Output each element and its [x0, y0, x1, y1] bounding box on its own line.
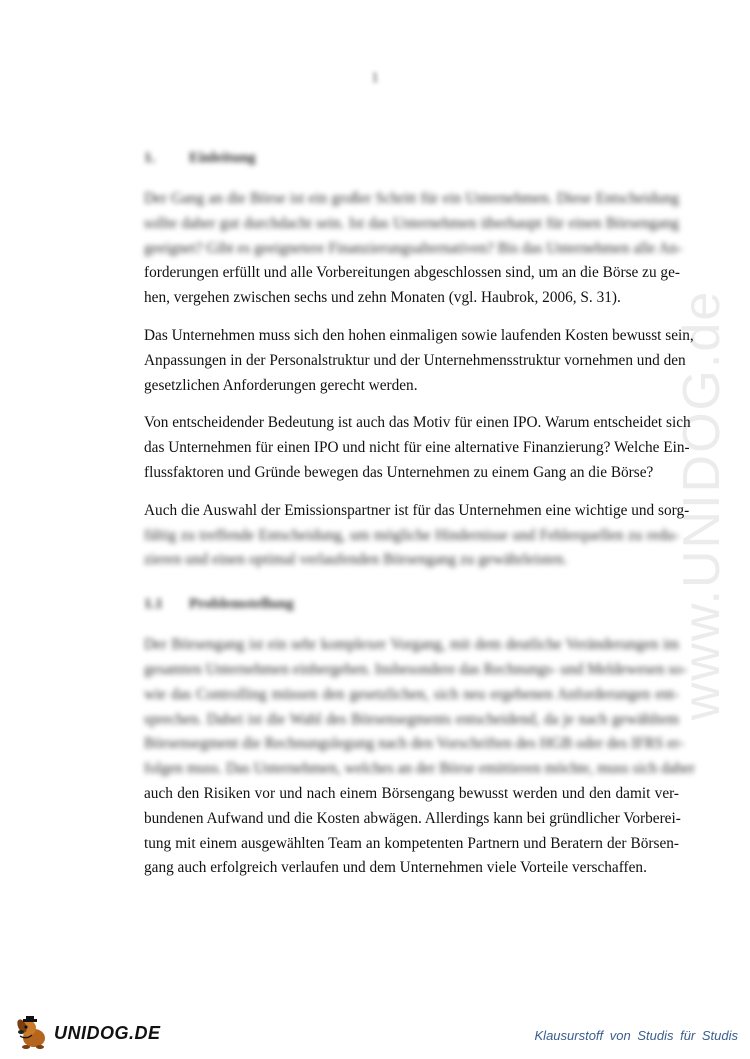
text-line: tung mit einem ausgewählten Team an kompetenten Partnern und Beratern der Börsen- — [144, 834, 679, 852]
text-line: Der Börsengang ist ein sehr komplexer Vorgang, mit dem deutliche Veränderungen im — [144, 636, 679, 654]
text-line: flussfaktoren und Gründe bewegen das Unternehmen zu einem Gang an die Börse? — [144, 463, 654, 481]
section-number: 1. — [144, 150, 156, 166]
text-line: fältig zu treffende Entscheidung, um mögliche Hindernisse und Fehlerquellen zu redu- — [144, 526, 679, 544]
paragraph-intro-4 — [144, 499, 690, 573]
text-line: Börsensegment die Rechnungslegung nach den Vorschriften des HGB oder des IFRS er- — [144, 735, 684, 753]
text-line: wie das Controlling müssen den gesetzlichen, sich neu ergebenen Anforderungen ent- — [144, 685, 679, 703]
text-line: das Unternehmen für einen IPO und nicht für eine alternative Finanzierung? Welche Ein- — [144, 439, 690, 457]
text-line: folgen muss. Das Unternehmen, welches an der Börse emittieren möchte, muss sich daher — [144, 760, 695, 778]
text-line: hen, vergehen zwischen sechs und zehn Monaten (vgl. Haubrok, 2006, S. 31). — [144, 289, 621, 307]
text-line: Von entscheidender Bedeutung ist auch das Motiv für einen IPO. Warum entscheidet sich — [144, 414, 691, 432]
text-line: gesamten Unternehmen einhergehen. Insbesondere das Rechnungs- und Meldewesen so- — [144, 660, 688, 678]
section-heading-1-1 — [144, 596, 679, 613]
section-heading-1 — [144, 150, 679, 167]
text-line: sprechen. Dabei ist die Wahl des Börsensegments entscheidend, da je nach gewähltem — [144, 710, 679, 728]
text-line: Auch die Auswahl der Emissionspartner ist für das Unternehmen eine wichtige und sorg- — [144, 501, 690, 519]
logo-text: UNIDOG.DE — [54, 1022, 161, 1043]
text-line: gesetzlichen Anforderungen gerecht werden. — [144, 376, 418, 394]
dog-mascot-icon — [14, 1016, 52, 1050]
paragraph-intro-1 — [144, 187, 683, 311]
document-body — [144, 150, 695, 894]
paragraph-intro-3 — [144, 411, 691, 485]
paragraph-problem — [144, 633, 695, 881]
text-line: gang auch erfolgreich verlaufen und dem Unternehmen viele Vorteile verschaffen. — [144, 859, 647, 877]
text-line: Das Unternehmen muss sich den hohen einmaligen sowie laufenden Kosten bewusst sein, — [144, 326, 694, 344]
text-line: geeignet? Gibt es geeignetere Finanzierungsalternativen? Bis das Unternehmen alle An- — [144, 239, 683, 257]
text-line: zieren und einen optimal verlaufenden Börsengang zu gewährleisten. — [144, 551, 568, 569]
text-line: auch den Risiken vor und nach einem Börsengang bewusst werden und den damit ver- — [144, 784, 679, 802]
unidog-logo[interactable] — [14, 1016, 161, 1050]
section-title: Problemstellung — [189, 596, 294, 613]
text-line: Anpassungen in der Personalstruktur und der Unternehmensstruktur vornehmen und den — [144, 351, 686, 369]
text-line: forderungen erfüllt und alle Vorbereitungen abgeschlossen sind, um an die Börse zu ge- — [144, 264, 680, 282]
text-line: Der Gang an die Börse ist ein großer Schritt für ein Unternehmen. Diese Entscheidung — [144, 190, 679, 207]
text-line: sollte daher gut durchdacht sein. Ist das Unternehmen überhaupt für einen Börsengang — [144, 214, 679, 232]
section-number: 1.1 — [144, 596, 163, 613]
footer-tagline: Klausurstoff von Studis für Studis — [534, 1028, 738, 1043]
paragraph-intro-2 — [144, 324, 694, 398]
page-number: 1 — [371, 70, 379, 86]
section-title: Einleitung — [189, 150, 256, 166]
watermark-text: www.UNIDOG.de — [673, 289, 731, 721]
text-line: bundenen Aufwand und die Kosten abwägen. Allerdings kann bei gründlicher Vorberei- — [144, 809, 681, 827]
